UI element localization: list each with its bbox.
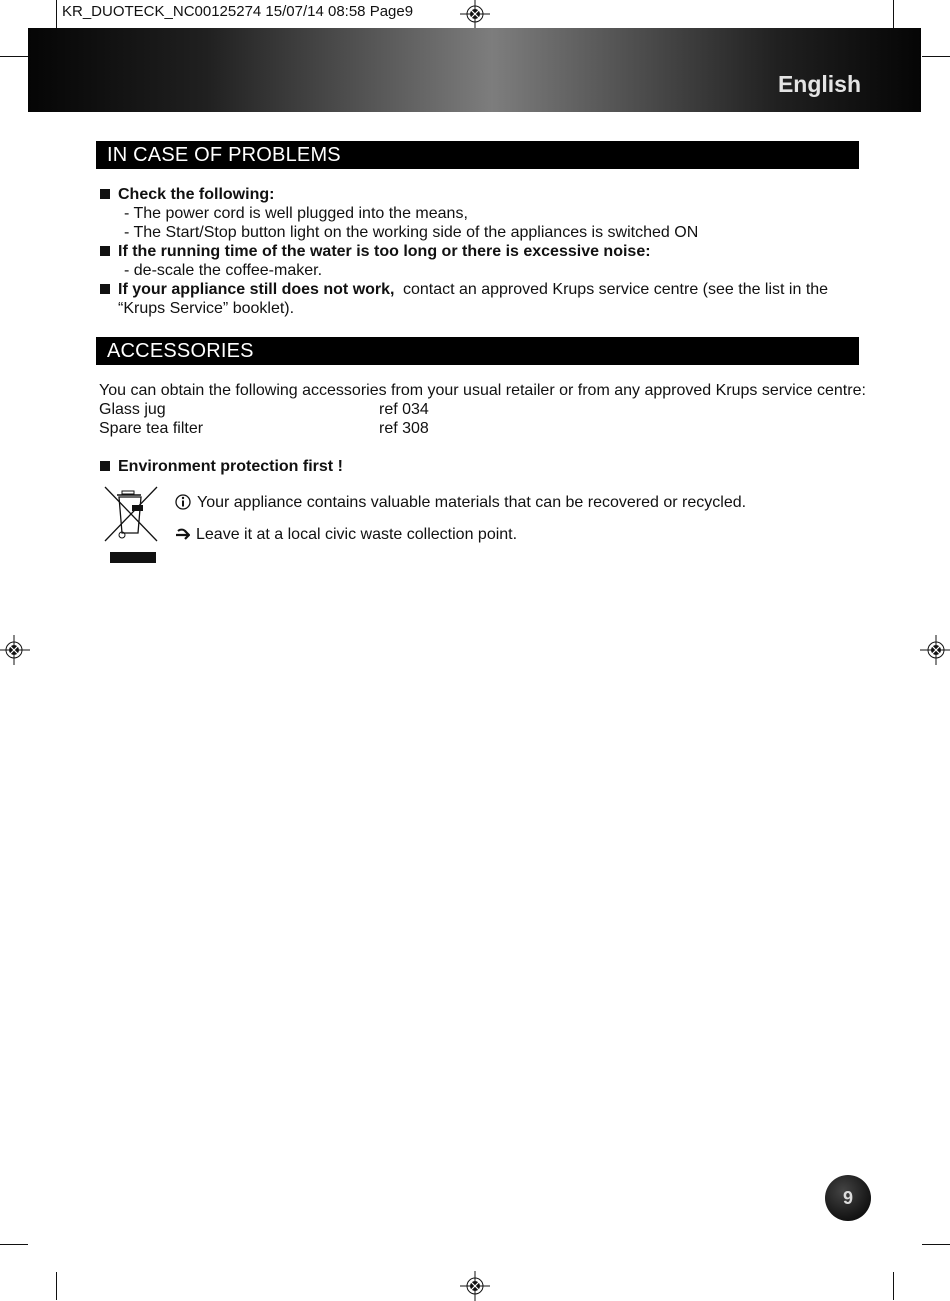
registration-mark-icon bbox=[920, 635, 950, 665]
accessory-name: Glass jug bbox=[99, 401, 166, 418]
section-title-problems: IN CASE OF PROBLEMS bbox=[96, 141, 859, 169]
still-text: contact an approved Krups service centre (see the list in the bbox=[402, 281, 829, 298]
check-item: - The Start/Stop button light on the working side of the appliances is switched ON bbox=[124, 224, 699, 241]
check-heading: Check the following: bbox=[118, 186, 275, 203]
crop-mark bbox=[922, 1244, 950, 1245]
crop-mark bbox=[0, 1244, 28, 1245]
environment-heading: Environment protection first ! bbox=[118, 458, 343, 475]
print-slug: KR_DUOTECK_NC00125274 15/07/14 08:58 Page9 bbox=[62, 3, 414, 20]
running-heading: If the running time of the water is too long or there is excessive noise: bbox=[118, 243, 651, 260]
accessory-ref: ref 308 bbox=[379, 420, 429, 437]
running-item: - de-scale the coffee-maker. bbox=[124, 262, 323, 279]
action-text: Leave it at a local civic waste collection point. bbox=[196, 526, 518, 543]
accessories-intro: You can obtain the following accessories from your usual retailer or from any approved Krups service centre: bbox=[99, 382, 866, 399]
section-title-accessories: ACCESSORIES bbox=[96, 337, 859, 365]
check-item: - The power cord is well plugged into the means, bbox=[124, 205, 468, 222]
accessory-ref: ref 034 bbox=[379, 401, 429, 418]
square-bullet-icon bbox=[100, 189, 110, 199]
info-text: Your appliance contains valuable materials that can be recovered or recycled. bbox=[197, 494, 747, 511]
crop-mark bbox=[922, 56, 950, 57]
square-bullet-icon bbox=[100, 246, 110, 256]
arrow-icon bbox=[175, 528, 190, 542]
crop-mark bbox=[0, 56, 28, 57]
crop-mark bbox=[893, 0, 894, 28]
header-band bbox=[28, 28, 921, 112]
registration-mark-icon bbox=[0, 635, 30, 665]
still-not-working-paragraph bbox=[118, 280, 828, 299]
still-text-continued: “Krups Service” booklet). bbox=[118, 300, 295, 317]
crop-mark bbox=[56, 0, 57, 28]
square-bullet-icon bbox=[100, 284, 110, 294]
language-label: English bbox=[777, 71, 861, 97]
registration-mark-icon bbox=[460, 1271, 490, 1301]
still-heading: If your appliance still does not work, bbox=[118, 281, 395, 298]
info-icon bbox=[175, 494, 191, 510]
info-line bbox=[175, 493, 746, 512]
registration-mark-icon bbox=[460, 0, 490, 30]
crop-mark bbox=[56, 1272, 57, 1300]
page-number: 9 bbox=[825, 1175, 871, 1221]
crossed-bin-icon bbox=[103, 485, 161, 567]
square-bullet-icon bbox=[100, 461, 110, 471]
accessory-name: Spare tea filter bbox=[99, 420, 204, 437]
action-line bbox=[175, 525, 517, 544]
crop-mark bbox=[893, 1272, 894, 1300]
